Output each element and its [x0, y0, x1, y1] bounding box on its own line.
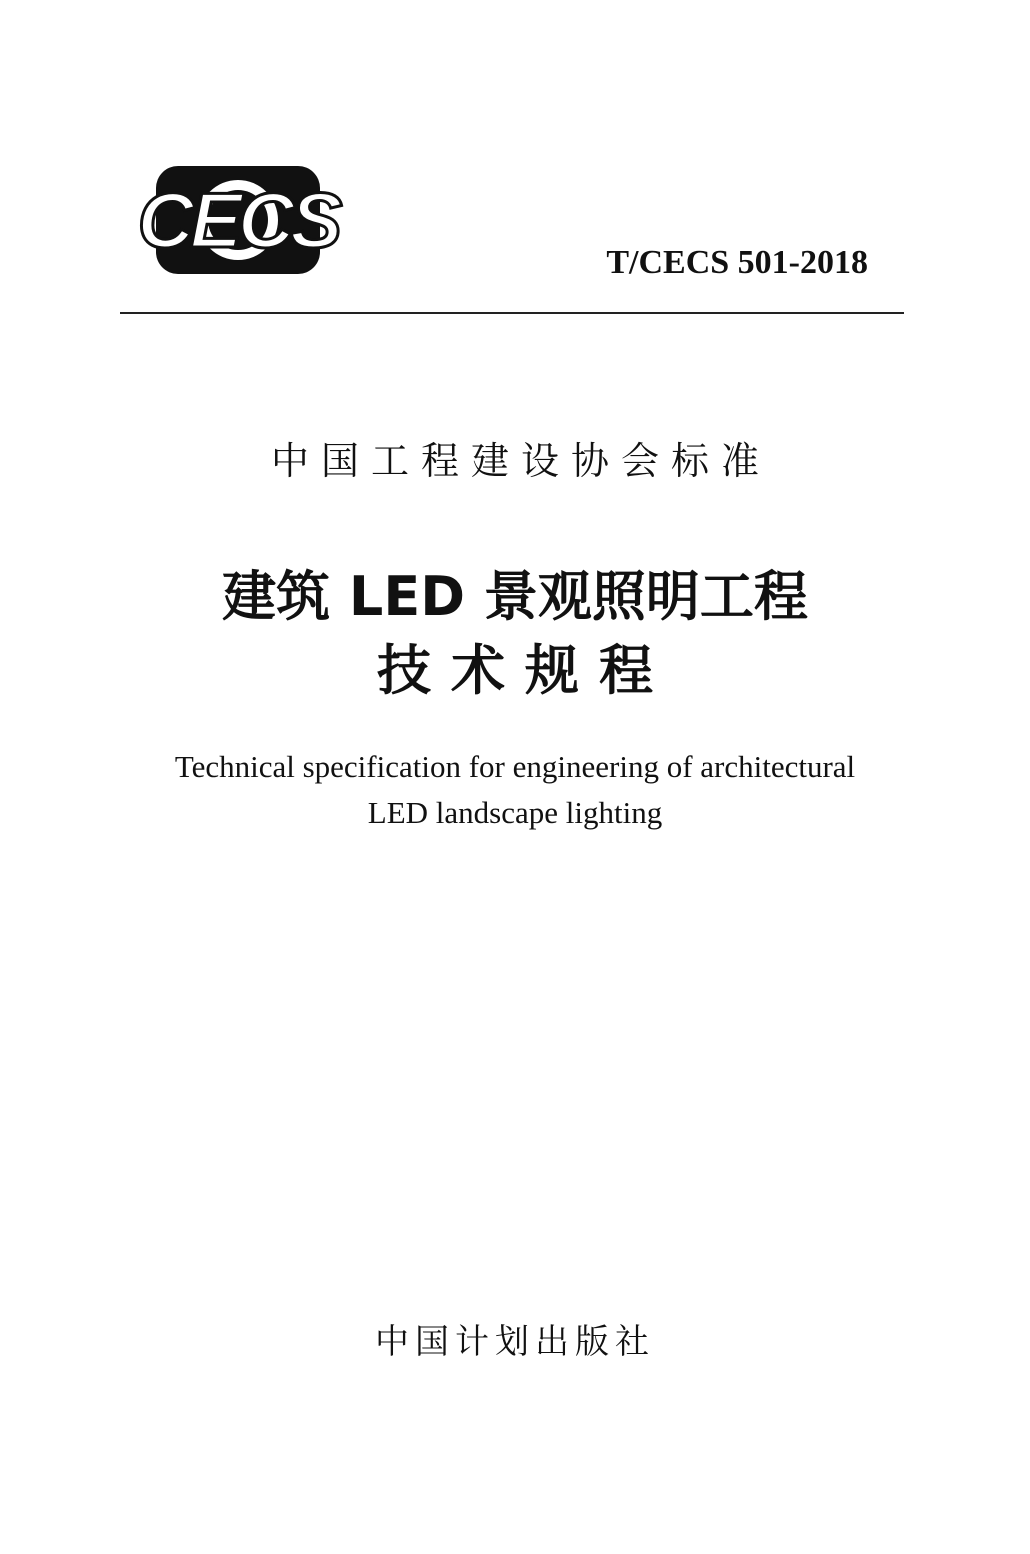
- english-title-line-1: Technical specification for engineering of architectural: [174, 749, 856, 784]
- header-divider: [120, 312, 904, 314]
- chinese-title-line-1: 建筑 LED 景观照明工程: [222, 565, 808, 628]
- chinese-title-line-2: 技术规程: [377, 639, 673, 702]
- cecs-logo-icon: [126, 160, 350, 280]
- publisher-name: 中国计划出版社: [375, 1322, 655, 1362]
- english-title-line-2: LED landscape lighting: [367, 795, 663, 830]
- logo-text: CECS: [137, 176, 339, 264]
- standard-code: T/CECS 501-2018: [606, 244, 868, 281]
- organization-name: 中国工程建设协会标准: [270, 439, 771, 483]
- english-title: [0, 744, 1030, 836]
- chinese-title: [0, 560, 1030, 708]
